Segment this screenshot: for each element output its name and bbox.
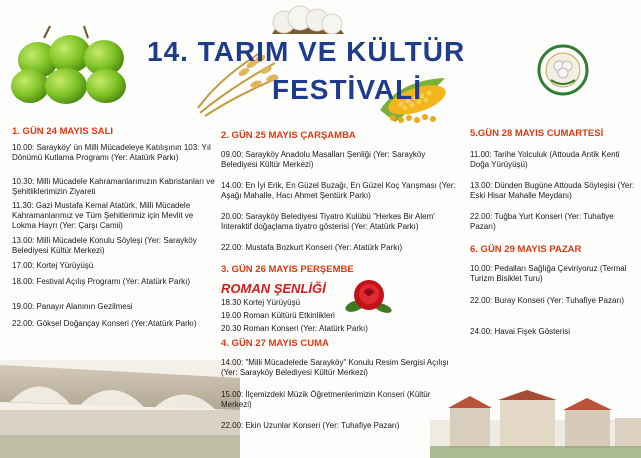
day1-event: 19.00: Panayır Alanının Gezilmesi [12,302,133,311]
day2-event: 14.00: En İyi Erik, En Güzel Buzağı, En Güzel Koç Yarışması (Yer: Aşağı Mahalle, Hacı Ahmet Şentürk Parkı) [221,181,456,200]
day4-event: 22.00: Ekin Uzunlar Konseri (Yer: Tuhafiye Pazarı) [221,421,400,430]
festival-title-line1: 14. TARIM VE KÜLTÜR [147,36,466,67]
red-rose-image [343,276,393,316]
day6-event: 24.00: Havai Fişek Gösterisi [470,327,571,336]
day3-event: 18.30 Kortej Yürüyüşü [221,298,301,307]
day1-event: 10.30: Milli Mücadele Kahramanlarımızın Kabristanları ve Şehitliklerimizin Ziyareti [12,177,215,196]
day5-event: 13.00: Dünden Bugüne Attouda Söyleşisi (Yer: Eski Hisar Mahalle Meydanı) [470,181,635,200]
day4-heading: 4. GÜN 27 MAYIS CUMA [221,338,329,349]
day1-event: 13.00: Milli Mücadele Konulu Söyleşi (Yer: Sarayköy Belediyesi Kültür Merkezi) [12,236,197,255]
day1-event: 18.00: Festival Açılış Programı (Yer: Atatürk Parkı) [12,277,190,286]
day5-event: 11.00: Tarihe Yolculuk (Attouda Antik Kenti Doğa Yürüyüşü) [470,150,620,169]
day1-event: 17.00: Kortej Yürüyüşü [12,261,94,270]
day1-event: 22.00: Göksel Doğançay Konseri (Yer:Atatürk Parkı) [12,319,197,328]
green-plums-image [8,24,133,106]
day2-event: 20.00: Sarayköy Belediyesi Tiyatro Kulübü "Herkes Bir Alem' İnteraktif doğaçlama tiyatro gösterisi (Yer: Atatürk Parkı) [221,212,435,231]
day5-heading: 5.GÜN 28 MAYIS CUMARTESİ [470,128,604,139]
day1-heading: 1. GÜN 24 MAYIS SALI [12,126,114,137]
day2-event: 22.00: Mustafa Bozkurt Konseri (Yer: Atatürk Parkı) [221,243,403,252]
day2-event: 09.00: Sarayköy Anadolu Masalları Şenliği (Yer: Sarayköy Belediyesi Kültür Merkezi) [221,150,426,169]
day6-heading: 6. GÜN 29 MAYIS PAZAR [470,244,582,255]
day6-event: 10.00: Pedalları Sağlığa Çeviriyoruz (Termal Turizm Bisiklet Turu) [470,264,627,283]
day3-event: 20.30 Roman Konseri (Yer: Atatürk Parkı) [221,324,368,333]
day4-event: 15.00: İlçemizdeki Müzik Öğretmenlerimizin Konseri (Kültür Merkezi) [221,390,431,409]
day6-event: 22.00: Buray Konseri (Yer: Tuhafiye Pazarı) [470,296,625,305]
day1-event: 10.00: Sarayköy' ün Milli Mücadeleye Katılışının 103. Yıl Dönümü Kutlama Programı (Yer: Atatürk Parkı) [12,143,211,162]
roman-festival-title: ROMAN ŞENLİĞİ [221,281,326,296]
day3-event: 19.00 Roman Kültürü Etkinlikleri [221,311,335,320]
municipality-logo [537,44,589,96]
day2-heading: 2. GÜN 25 MAYIS ÇARŞAMBA [221,130,356,141]
festival-title-line2: FESTİVALİ [272,74,423,105]
day3-heading: 3. GÜN 26 MAYIS PERŞEMBE [221,264,354,275]
day1-event: 11.30: Gazi Mustafa Kemal Atatürk, Milli Mücadele Kahramanlarımız ve Tüm Şehitlerimiz için Mevlit ve Lokma Hayrı (Yer: Çarşı Camii) [12,201,194,230]
day4-event: 14.00: "Milli Mücadelede Sarayköy" Konulu Resim Sergisi Açılışı (Yer: Sarayköy Belediyesi Kültür Merkezi) [221,358,449,377]
bridge-image [0,340,240,458]
town-buildings-image [430,390,641,458]
day5-event: 22.00: Tuğba Yurt Konseri (Yer: Tuhafiye Pazarı) [470,212,614,231]
